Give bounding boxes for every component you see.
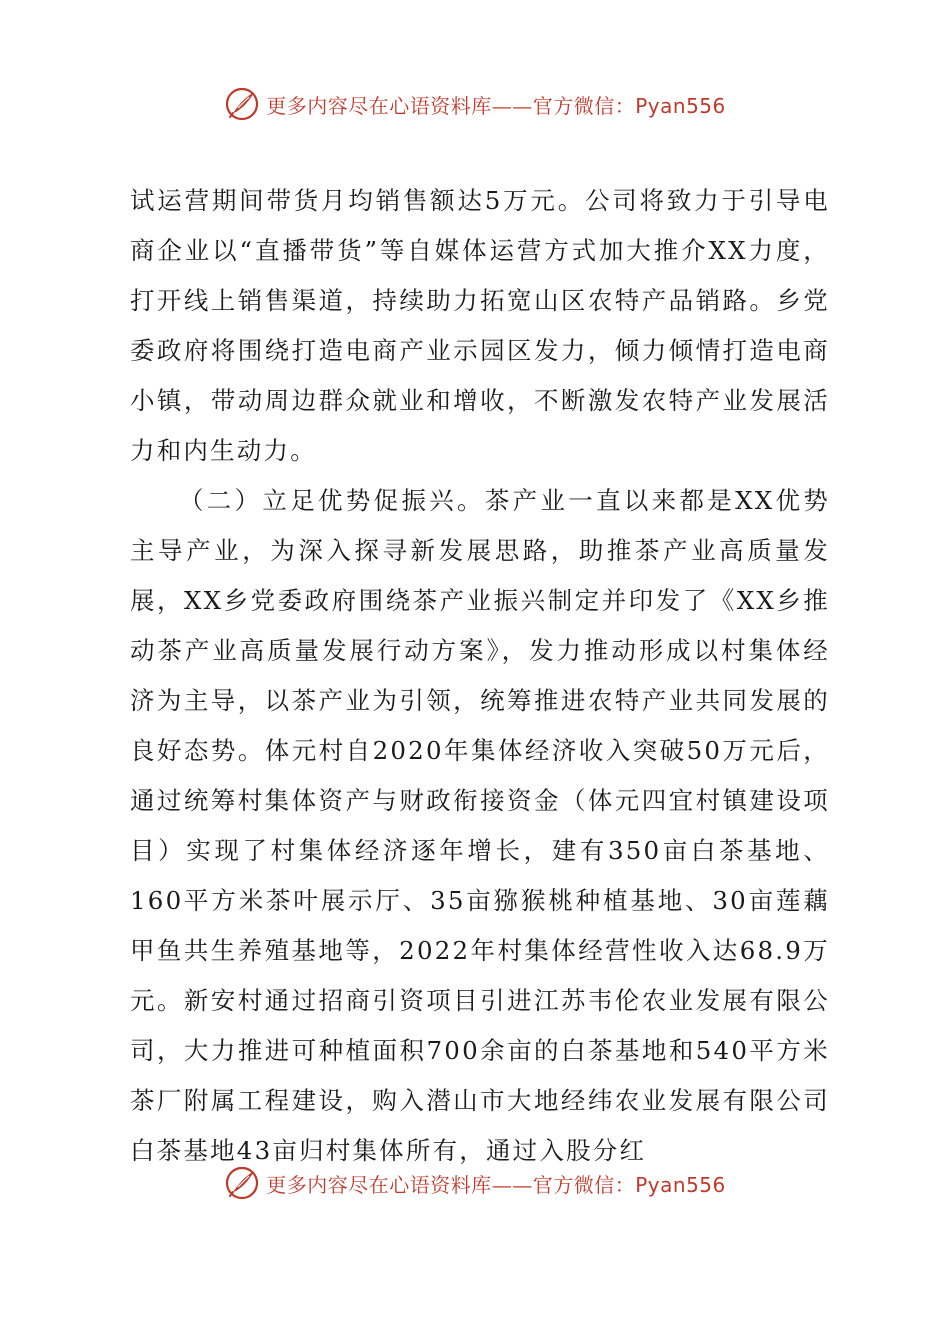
- banner-wechat-id: Pyan556: [635, 1172, 726, 1197]
- banner-wechat-label: 官方微信：: [532, 1172, 636, 1197]
- quill-pen-logo-icon: [224, 86, 260, 122]
- banner-separator: ——: [491, 93, 533, 118]
- banner-wechat-label: 官方微信：: [532, 93, 636, 118]
- footer-banner: [0, 1160, 950, 1206]
- quill-pen-logo-icon: [224, 1165, 260, 1201]
- banner-wechat-id: Pyan556: [635, 93, 726, 118]
- paragraph-section-two: （二）立足优势促振兴。茶产业一直以来都是XX优势主导产业，为深入探寻新发展思路，助推茶产业高质量发展，XX乡党委政府围绕茶产业振兴制定并印发了《XX乡推动茶产业高质量发展行动方案》，发力推动形成以村集体经济为主导，以茶产业为引领，统筹推进农特产业共同发展的良好态势。体元村自2020年集体经济收入突破50万元后，通过统筹村集体资产与财政衔接资金（体元四宜村镇建设项目）实现了村集体经济逐年增长，建有350亩白茶基地、160平方米茶叶展示厅、35亩猕猴桃种植基地、30亩莲藕甲鱼共生养殖基地等，2022年村集体经营性收入达68.9万元。新安村通过招商引资项目引进江苏韦伦农业发展有限公司，大力推进可种植面积700余亩的白茶基地和540平方米茶厂附属工程建设，购入潜山市大地经纬农业发展有限公司白茶基地43亩归村集体所有，通过入股分红: [130, 486, 830, 1165]
- banner-title: 更多内容尽在心语资料库: [266, 93, 492, 118]
- banner-separator: ——: [491, 1172, 533, 1197]
- footer-banner-text: [266, 1169, 726, 1198]
- header-banner-text: [266, 90, 726, 119]
- banner-title: 更多内容尽在心语资料库: [266, 1172, 492, 1197]
- paragraph-continuation: 试运营期间带货月均销售额达5万元。公司将致力于引导电商企业以“直播带货”等自媒体运营方式加大推介XX力度，打开线上销售渠道，持续助力拓宽山区农特产品销路。乡党委政府将围绕打造电商产业示园区发力，倾力倾情打造电商小镇，带动周边群众就业和增收，不断激发农特产业发展活力和内生动力。: [130, 186, 830, 465]
- document-body: [130, 176, 830, 1176]
- header-banner: [0, 81, 950, 127]
